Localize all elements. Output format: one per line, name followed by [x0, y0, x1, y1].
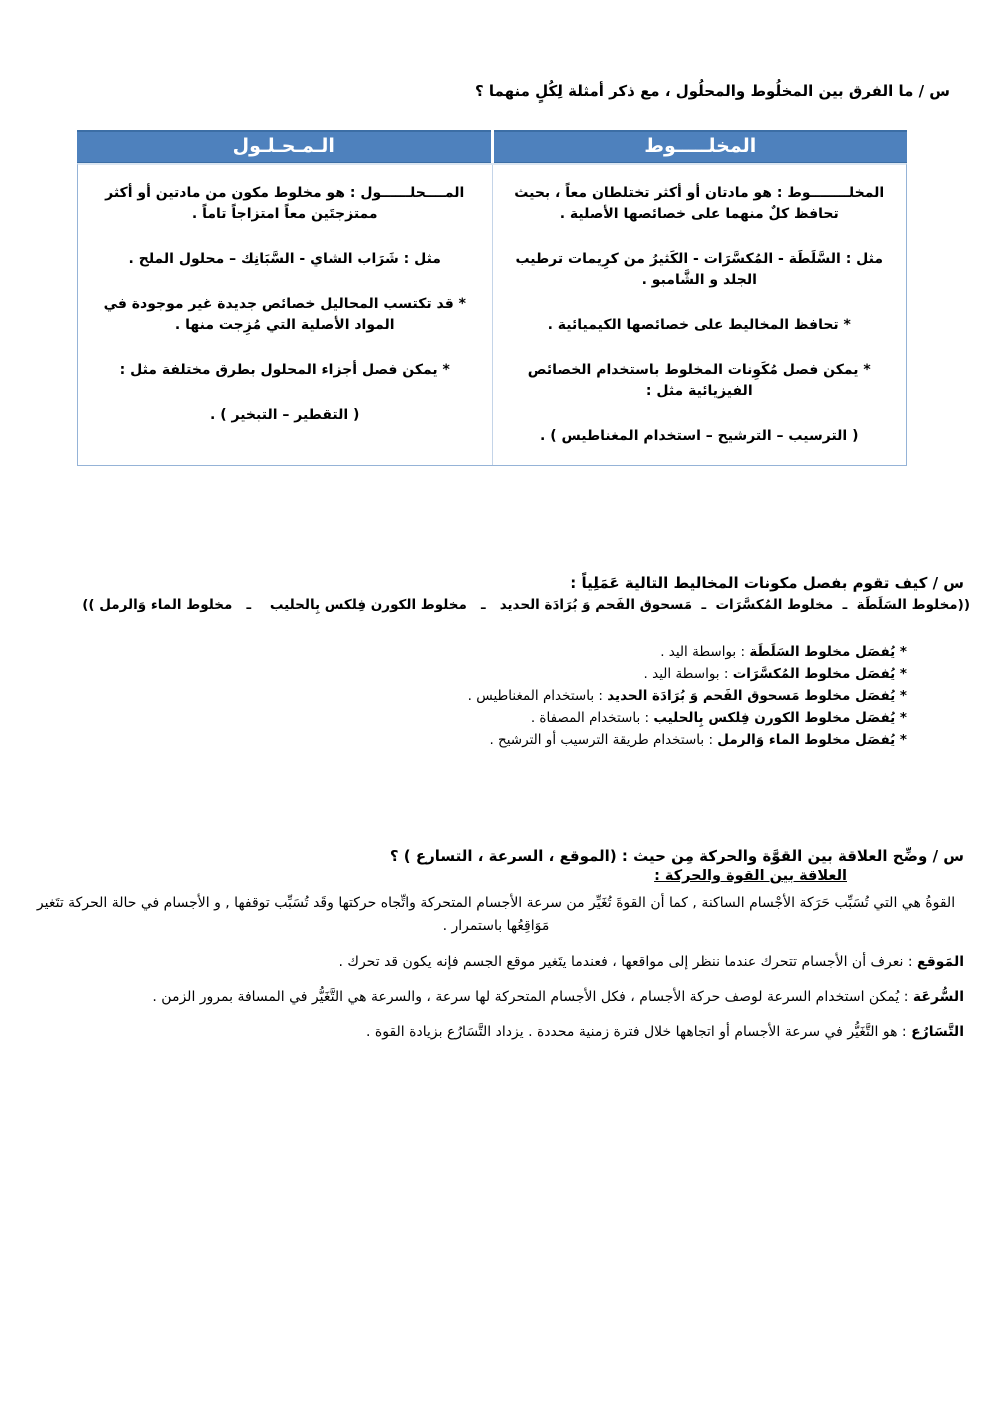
question-2-mixtures-list: ((مخلوط السَلَطَة ـ مخلوط المُكسَّرَات ـ مَسحوق الفَحم وَ بُرَادَة الحديد ـ مخلوط الكورن فِلكس بِالحليب ـ مخلوط الماء وَالرمل )): [82, 597, 970, 613]
answer-label: * يُفصَل مخلوط السَلَطَة: [749, 644, 907, 660]
definition-position: [24, 951, 964, 973]
question-1-title: س / ما الفرق بين المخلُوط والمحلُول ، مع ذكر أمثلة لِكُلٍ منهما ؟: [474, 82, 950, 100]
solution-definition: المــــحلــــــول : هو مخلوط مكون من مادتين أو أكثر ممتزجتَين معاً امتزاجاً تاماً .: [105, 185, 465, 222]
mixture-note-1: * تحافظ المخاليط على خصائصها الكيميائية .: [547, 317, 851, 333]
definition-label: المَوقع: [917, 954, 964, 970]
question-2-answers: [0, 641, 907, 751]
answer-text: : باستخدام المصفاة .: [530, 710, 654, 726]
answer-text: : باستخدام المغناطيس .: [467, 688, 608, 704]
answer-label: * يُفصَل مخلوط المُكسَّرَات: [732, 666, 907, 682]
definition-text: : هو التَّغَيُّر في سرعة الأجسام أو اتجاهها خلال فترة زمنية محددة . يزداد التَّسَارُع بزيادة القوة .: [365, 1024, 912, 1040]
mixture-separation-methods: ( الترسيب – الترشيح – استخدام المغناطيس ) .: [540, 428, 859, 444]
definition-text: : يُمكن استخدام السرعة لوصف حركة الأجسام ، فكل الأجسام المتحركة لها سرعة ، والسرعة هي التَّغَيُّر في المسافة بمرور الزمن .: [152, 989, 913, 1005]
answer-line: [0, 729, 907, 751]
answer-line: [0, 685, 907, 707]
answer-label: * يُفصَل مخلوط مَسحوق الفَحم وَ بُرَادَة الحديد: [607, 688, 907, 704]
answer-text: : بواسطة اليد .: [643, 666, 733, 682]
definition-acceleration: [24, 1021, 964, 1043]
definition-speed: [24, 986, 964, 1008]
table-header-mixture: المخلـــــوط: [494, 130, 908, 163]
definition-text: : نعرف أن الأجسام تتحرك عندما ننظر إلى مواقعها ، فعندما يتَغير موقع الجسم فإنه يكون قد تحرك .: [338, 954, 918, 970]
answer-label: * يُفصَل مخلوط الماء وَالرمل: [717, 732, 907, 748]
table-header-solution: الـمـحـلـول: [77, 130, 491, 163]
question-3-title: س / وضِّح العلاقة بين القوَّة والحركة مِن حيث : (الموقع ، السرعة ، التسارع ) ؟: [389, 847, 964, 865]
solution-examples: مثل : شَرَاب الشاي - السَّبَانِك – محلول الملح .: [128, 251, 441, 267]
solution-note-2: * يمكن فصل أجزاء المحلول بطرق مختلفة مثل :: [119, 362, 450, 378]
question-2-title: س / كيف تقوم بفصل مكونات المخاليط التالية عَمَلِياً :: [570, 574, 964, 592]
answer-line: [0, 663, 907, 685]
mixture-definition: المخلــــــــوط : هو مادتان أو أكثر تختلطان معاً ، بحيث تحافظ كلٌ منهما على خصائصها الأصلية .: [514, 185, 885, 222]
answer-line: [0, 707, 907, 729]
table-cell-mixture: [492, 165, 907, 465]
comparison-table-body-row: [77, 163, 907, 466]
comparison-table-header-row: [77, 130, 907, 163]
definition-label: التَّسَارُع: [911, 1024, 964, 1040]
force-motion-paragraph: القوةُ هي التي تُسَبِّب حَرَكة الأجْسام الساكنة , كما أن القوةَ تُغَيِّر من سرعة الأجسام المتحركة واتِّجاه حركتها وقَد تُسَبِّب توقفها , و الأجسام في حالة الحركة تتَغير مَوَاقِعُها باستمرار .: [36, 895, 956, 934]
mixture-examples: مثل : السَّلَطَة - المُكسَّرَات - الكَثيرُ من كرِيمات ترطيب الجلد و الشَّامبو .: [515, 251, 884, 288]
force-motion-heading: العلاقة بين القوة والحركة :: [654, 868, 847, 884]
mixture-note-2: * يمكن فصل مُكَوِنات المخلوط باستخدام الخصائص الفيزيائية مثل :: [527, 362, 871, 399]
comparison-table: [77, 130, 907, 466]
answer-line: [0, 641, 907, 663]
solution-note-1: * قد تكتسب المحاليل خصائص جديدة غير موجودة في المواد الأصلية التي مُزِجت منها .: [103, 296, 466, 333]
solution-separation-methods: ( التقطير – التبخير ) .: [210, 407, 360, 423]
answer-text: : بواسطة اليد .: [660, 644, 750, 660]
answer-text: : باستخدام طريقة الترسيب أو الترشيح .: [489, 732, 718, 748]
definition-label: السُّرعَة: [912, 989, 964, 1005]
table-cell-solution: [78, 165, 492, 465]
answer-label: * يُفصَل مخلوط الكورن فِلكس بِالحليب: [653, 710, 907, 726]
